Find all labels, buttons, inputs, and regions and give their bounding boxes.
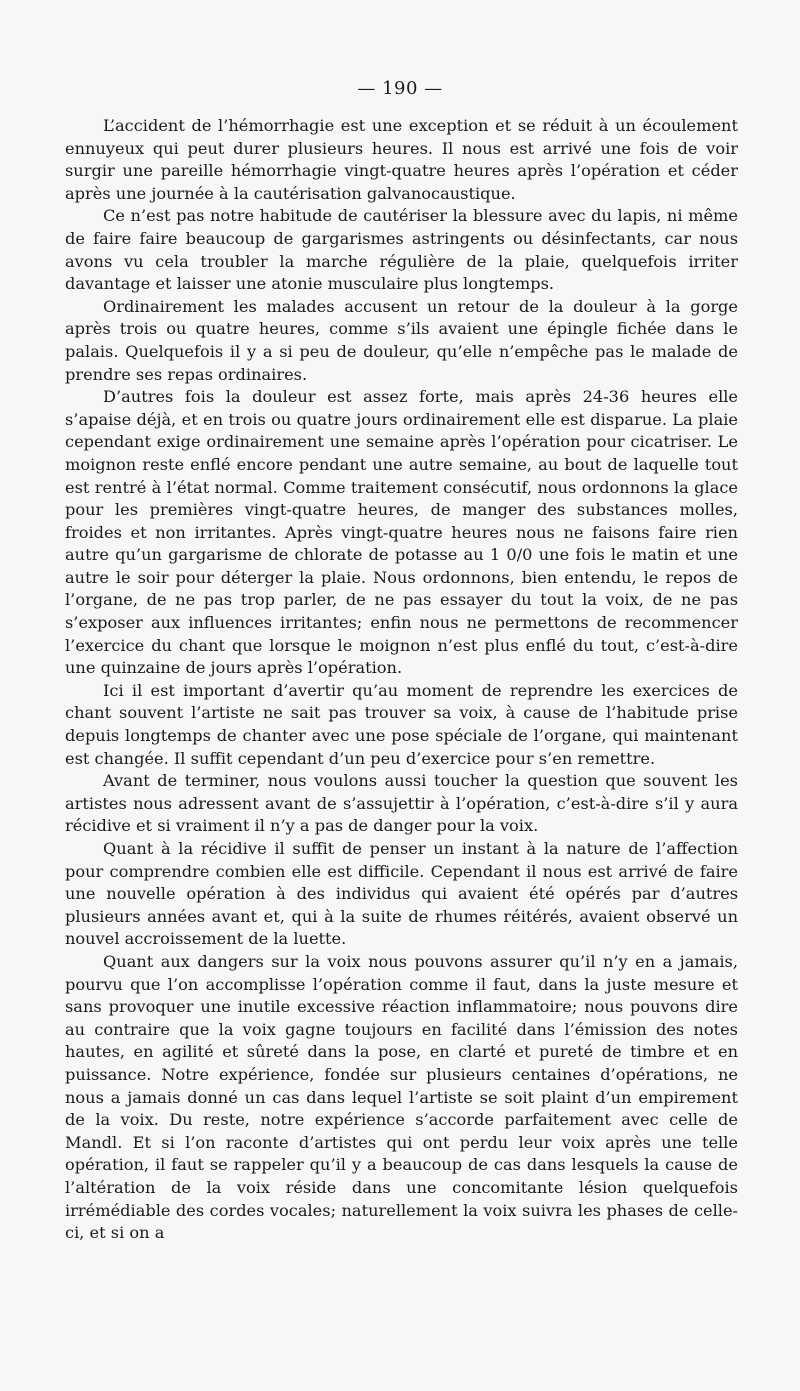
paragraph: Avant de terminer, nous voulons aussi toucher la question que souvent les artistes nous adressent avant de s’assujettir à l’opération, c’est-à-dire s’il y aura récidive et si vraiment il n’y a pas de danger pour la voix. [65, 771, 738, 836]
paragraph: Ce n’est pas notre habitude de cautériser la blessure avec du lapis, ni même de faire faire beaucoup de gargarismes astringents ou désinfectants, car nous avons vu cela troubler la marche régulière de la plaie, quelquefois irriter davantage et laisser une atonie musculaire plus longtemps. [65, 206, 738, 294]
page-number: — 190 — [357, 78, 443, 99]
paragraph: Ici il est important d’avertir qu’au moment de reprendre les exercices de chant souvent l’artiste ne sait pas trouver sa voix, à cause de l’habitude prise depuis longtemps de chanter avec une pose spéciale de l’organe, qui maintenant est changée. Il suffit cependant d’un peu d’exercice pour s’en remettre. [65, 680, 738, 768]
paragraph: Quant à la récidive il suffit de penser un instant à la nature de l’affection pour comprendre combien elle est difficile. Cependant il nous est arrivé de faire une nouvelle opération à des individus qui avaient été opérés par d’autres plusieurs années avant et, qui à la suite de rhumes réitérés, avaient observé un nouvel accroissement de la luette. [65, 839, 738, 949]
body-text [65, 115, 738, 1245]
paragraph: Ordinairement les malades accusent un retour de la douleur à la gorge après trois ou quatre heures, comme s’ils avaient une épingle fichée dans le palais. Quelquefois il y a si peu de douleur, qu’elle n’empêche pas le malade de prendre ses repas ordinaires. [65, 296, 738, 384]
paragraph: Quant aux dangers sur la voix nous pouvons assurer qu’il n’y en a jamais, pourvu que l’on accomplisse l’opération comme il faut, dans la juste mesure et sans provoquer une inutile excessive réaction inflammatoire; nous pouvons dire au contraire que la voix gagne toujours en facilité dans l’émission des notes hautes, en agilité et sûreté dans la pose, en clarté et pureté de timbre et en puissance. Notre expérience, fondée sur plusieurs centaines d’opérations, ne nous a jamais donné un cas dans lequel l’artiste se soit plaint d’un empirement de la voix. Du reste, notre expérience s’accorde parfaitement avec celle de Mandl. Et si l’on raconte d’artistes qui ont perdu leur voix après une telle opération, il faut se rappeler qu’il y a beaucoup de cas dans lesquels la cause de l’altération de la voix réside dans une concomitante lésion quelquefois irrémédiable des cordes vocales; naturellement la voix suivra les phases de celle-ci, et si on a [65, 951, 738, 1243]
paragraph: D’autres fois la douleur est assez forte, mais après 24-36 heures elle s’apaise déjà, et en trois ou quatre jours ordinairement elle est disparue. La plaie cependant exige ordinairement une semaine après l’opération pour cicatriser. Le moignon reste enflé encore pendant une autre semaine, au bout de laquelle tout est rentré à l’état normal. Comme traitement consécutif, nous ordonnons la glace pour les premières vingt-quatre heures, de manger des substances molles, froides et non irritantes. Après vingt-quatre heures nous ne faisons faire rien autre qu’un gargarisme de chlorate de potasse au 1 0/0 une fois le matin et une autre le soir pour déterger la plaie. Nous ordonnons, bien entendu, le repos de l’organe, de ne pas trop parler, de ne pas essayer du tout la voix, de ne pas s’exposer aux influences irritantes; enfin nous ne permettons de recommencer l’exercice du chant que lorsque le moignon n’est plus enflé du tout, c’est-à-dire une quinzaine de jours après l’opération. [65, 387, 738, 678]
paragraph: L’accident de l’hémorrhagie est une exception et se réduit à un écoulement ennuyeux qui peut durer plusieurs heures. Il nous est arrivé une fois de voir surgir une pareille hémorrhagie vingt-quatre heures après l’opération et céder après une journée à la cautérisation galvanocaustique. [65, 116, 738, 203]
